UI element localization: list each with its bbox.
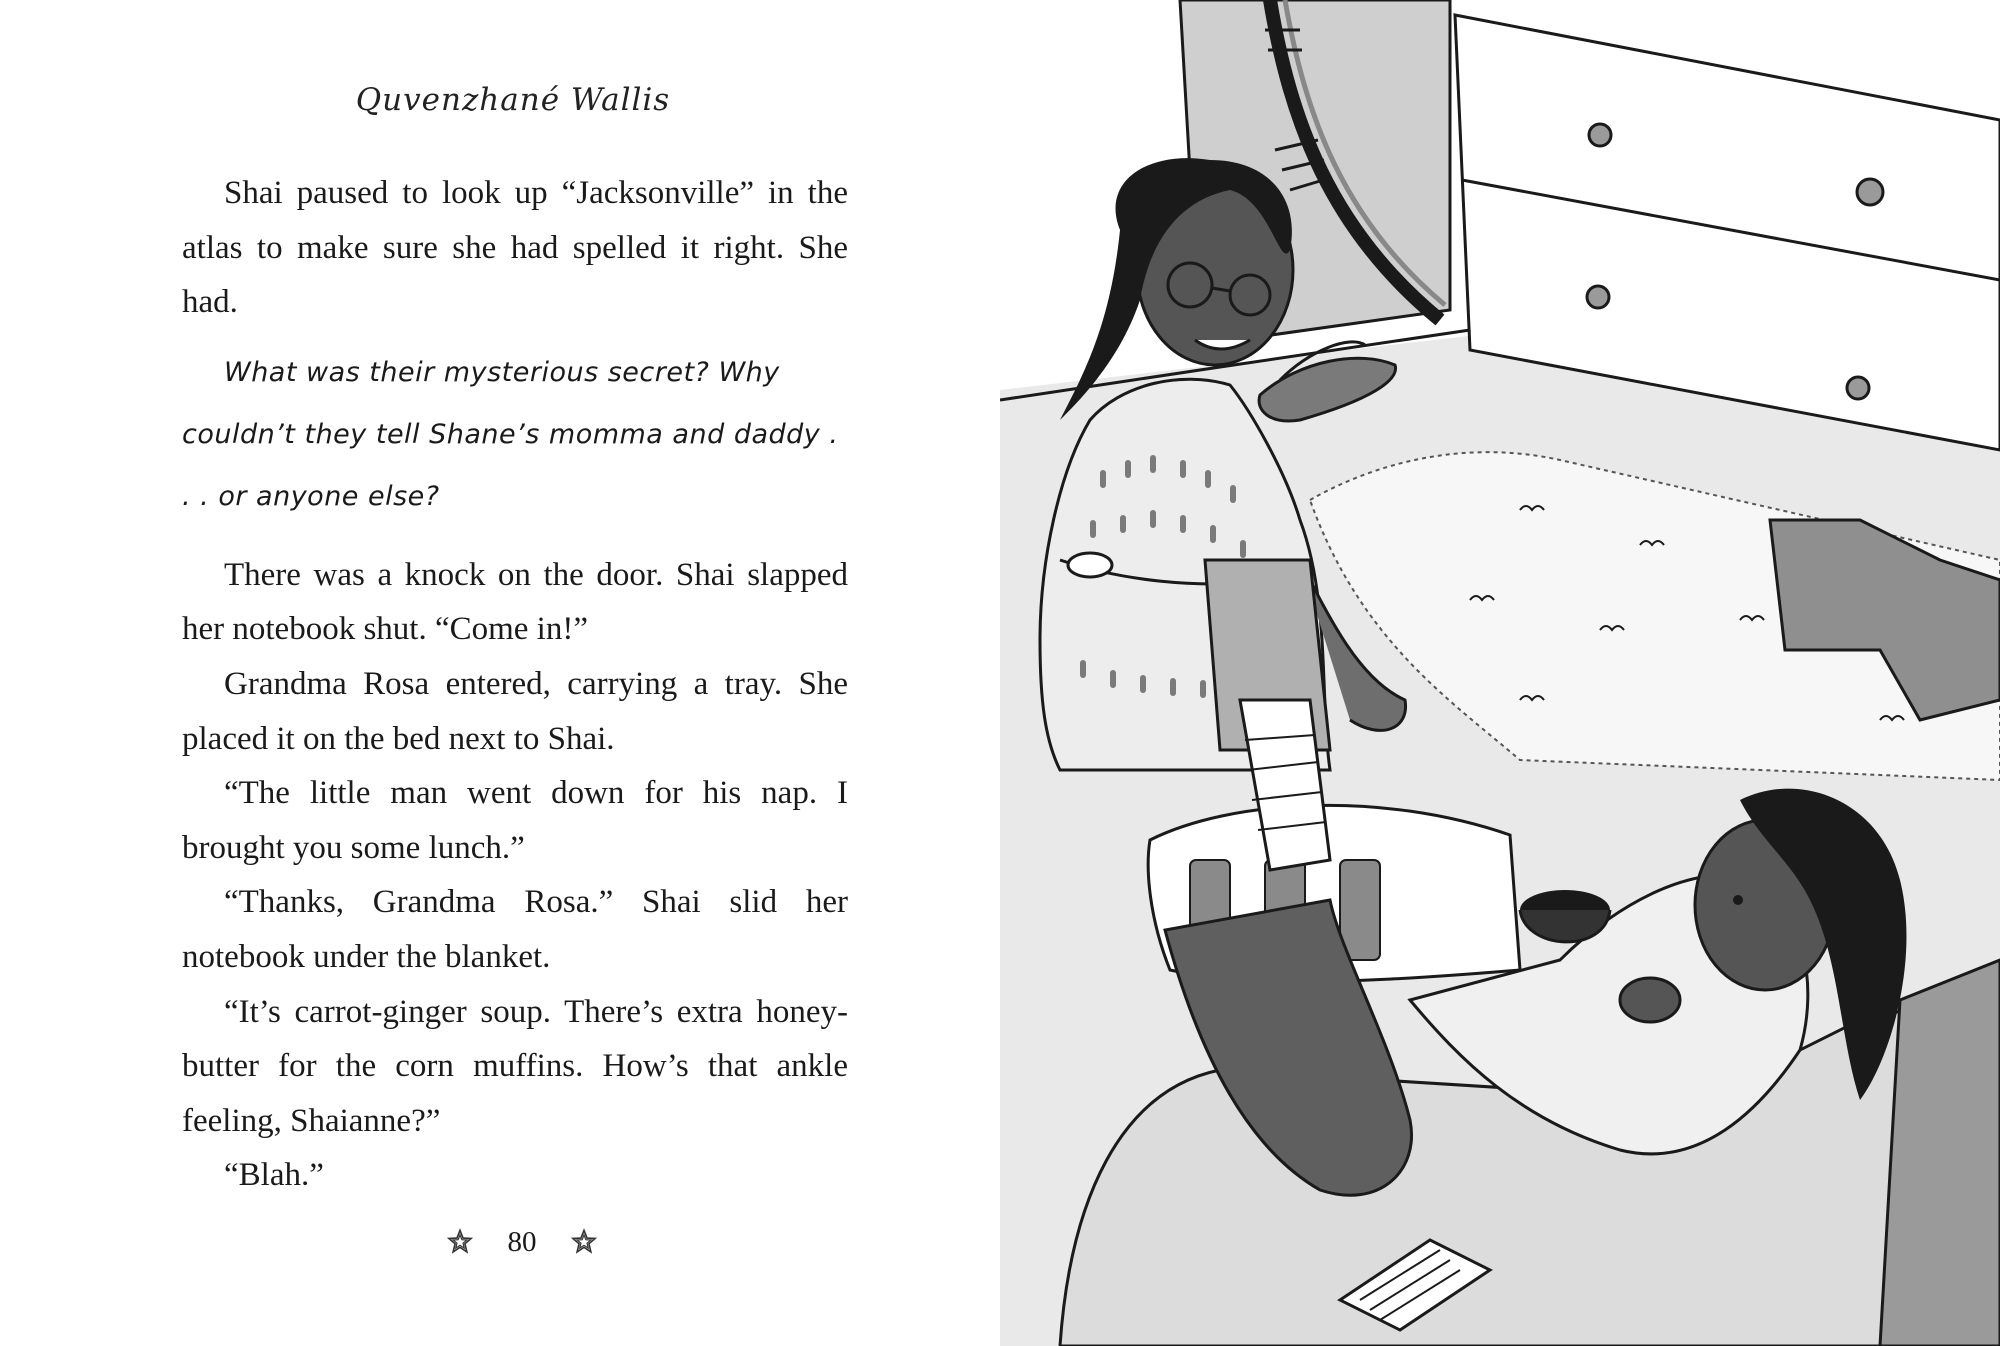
body-text xyxy=(182,166,848,1203)
bedroom-illustration xyxy=(1000,0,2000,1346)
paragraph: Grandma Rosa entered, carrying a tray. She placed it on the bed next to Shai. xyxy=(182,665,848,757)
paragraph: There was a knock on the door. Shai slapped her notebook shut. “Come in!” xyxy=(182,556,848,648)
folio xyxy=(446,1222,598,1262)
notebook-excerpt xyxy=(182,342,848,528)
star-icon xyxy=(570,1228,598,1256)
paragraph: “Blah.” xyxy=(224,1157,324,1194)
star-icon xyxy=(446,1228,474,1256)
running-head: Quvenzhané Wallis xyxy=(355,82,671,118)
page-number: 80 xyxy=(507,1225,537,1258)
paragraph: Shai paused to look up “Jacksonville” in the atlas to make sure she had spelled it right. She had. xyxy=(182,175,848,321)
paragraph: “Thanks, Grandma Rosa.” Shai slid her notebook under the blanket. xyxy=(182,884,848,975)
paragraph: “The little man went down for his nap. I brought you some lunch.” xyxy=(182,775,848,866)
notebook-line: What was their mysterious secret? Why couldn’t they tell Shane’s momma and daddy . . . or anyone else? xyxy=(182,356,839,512)
paragraph: “It’s carrot-ginger soup. There’s extra honey-butter for the corn muffins. How’s that ankle feeling, Shaianne?” xyxy=(182,993,848,1139)
illustration xyxy=(1000,0,2000,1346)
